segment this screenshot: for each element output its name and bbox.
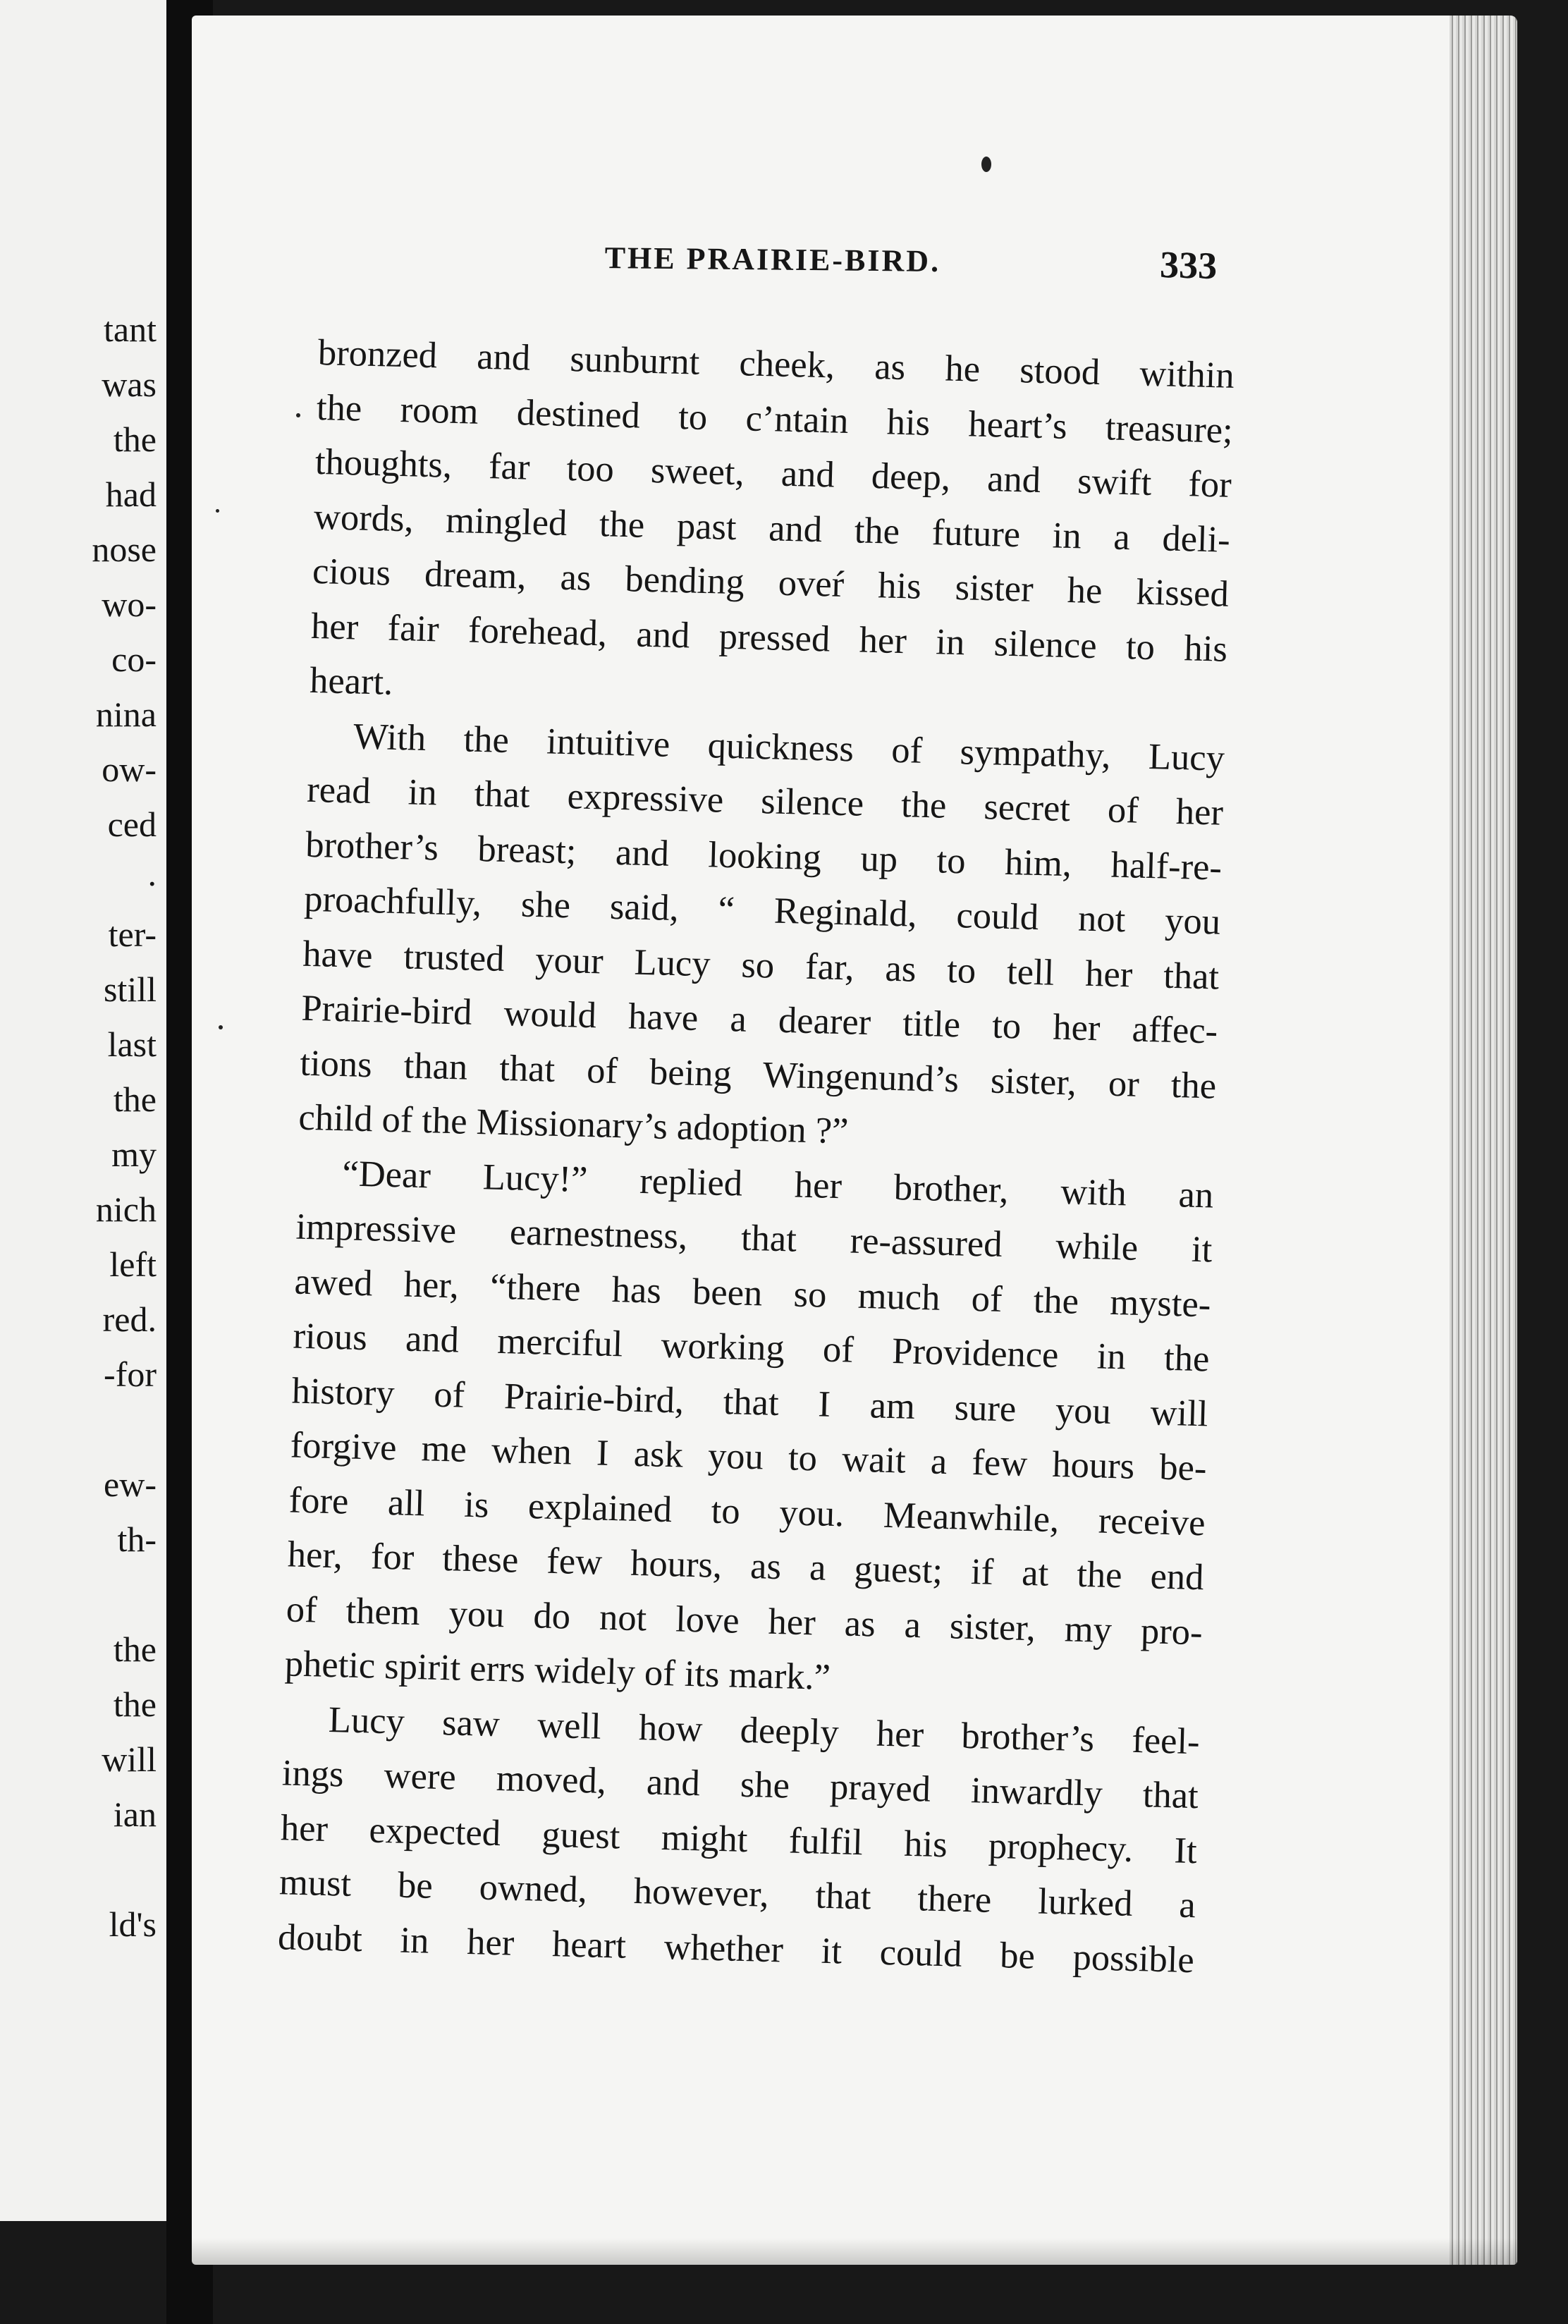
left-fragment: ew- xyxy=(104,1464,157,1504)
left-fragment: wo- xyxy=(102,585,157,624)
text-line: heart. xyxy=(309,659,394,703)
page-edges xyxy=(1450,16,1517,2265)
left-facing-page xyxy=(0,0,166,2221)
left-fragment: left xyxy=(109,1244,157,1284)
text-line: tions than that of being Wingenund’s sister, or the xyxy=(299,1042,1217,1107)
text-line: Prairie-bird would have a dearer title to her affec- xyxy=(300,987,1218,1052)
left-fragment: will xyxy=(102,1739,157,1779)
text-line: read in that expressive silence the secret of her xyxy=(306,769,1224,833)
left-fragment: -for xyxy=(104,1354,157,1394)
text-line: history of Prairie-bird, that I am sure you will xyxy=(291,1370,1209,1434)
left-fragment: nina xyxy=(95,695,157,734)
text-line: her expected guest might fulfil his prophecy. It xyxy=(280,1806,1198,1871)
ink-speck xyxy=(216,509,219,513)
left-fragment: . xyxy=(147,854,157,893)
ink-speck xyxy=(981,157,991,172)
left-fragment: last xyxy=(107,1025,157,1064)
left-fragment: ow- xyxy=(102,750,157,789)
text-line: impressive earnestness, that re-assured while it xyxy=(295,1206,1213,1271)
left-fragment: th- xyxy=(117,1519,157,1559)
left-fragment: red. xyxy=(102,1299,157,1339)
left-fragment: still xyxy=(103,970,157,1009)
text-line: words, mingled the past and the future in a deli- xyxy=(313,496,1231,561)
text-line: proachfully, she said, “ Reginald, could not you xyxy=(303,878,1221,943)
left-fragment: ced xyxy=(107,805,157,844)
left-fragment: nose xyxy=(92,530,157,569)
text-line: her, for these few hours, as a guest; if at the end xyxy=(287,1534,1205,1598)
left-fragment: ian xyxy=(113,1794,157,1834)
left-fragment: the xyxy=(113,1080,157,1119)
page-shadow xyxy=(192,2238,1517,2265)
text-line: must be owned, however, that there lurked a xyxy=(278,1861,1196,1926)
text-line: Lucy saw well how deeply her brother’s feel- xyxy=(328,1699,1201,1762)
text-line: cious dream, as bending ovеŕ his sister he kissed xyxy=(312,550,1230,615)
left-fragment: my xyxy=(111,1135,157,1174)
text-line: With the intuitive quickness of sympathy, Lucy xyxy=(353,715,1225,779)
text-line: awed her, “there has been so much of the myste- xyxy=(293,1261,1212,1325)
left-fragment: nich xyxy=(95,1189,157,1229)
text-line: brother’s breast; and looking up to him, half-re- xyxy=(305,824,1223,888)
left-fragment: co- xyxy=(111,640,157,679)
text-line: her fair forehead, and pressed her in silence to his xyxy=(310,605,1228,670)
left-fragment: the xyxy=(113,1629,157,1669)
left-fragment: was xyxy=(102,365,157,404)
text-line: doubt in her heart whether it could be possible xyxy=(277,1916,1195,1981)
text-line: thoughts, far too sweet, and deep, and swift for xyxy=(314,441,1232,506)
body-text xyxy=(277,326,1235,1988)
text-line: rious and merciful working of Providence in the xyxy=(293,1315,1211,1380)
text-line: child of the Missionary’s adoption ?” xyxy=(298,1096,850,1152)
text-line: of them you do not love her as a sister, my pro- xyxy=(286,1588,1203,1653)
ink-speck xyxy=(219,1025,223,1029)
text-line: ings were moved, and she prayed inwardly that xyxy=(281,1752,1199,1817)
text-line: phetic spirit errs widely of its mark.” xyxy=(284,1643,831,1698)
text-line: have trusted your Lucy so far, as to tell her that xyxy=(302,933,1220,998)
text-line: bronzed and sunburnt cheek, as he stood within xyxy=(317,331,1235,396)
text-line: “Dear Lucy!” replied her brother, with an xyxy=(341,1152,1214,1216)
left-fragment: the xyxy=(113,1684,157,1724)
left-fragment: had xyxy=(105,475,157,514)
ink-speck xyxy=(296,413,300,417)
left-fragment: the xyxy=(113,420,157,459)
text-line: the room destined to c’ntain his heart’s treasure; xyxy=(316,386,1234,451)
text-line: forgive me when I ask you to wait a few hours be- xyxy=(290,1424,1208,1489)
text-line: fore all is explained to you. Meanwhile, receive xyxy=(288,1479,1206,1543)
left-fragment: ter- xyxy=(108,915,157,954)
left-fragment: tant xyxy=(104,310,157,349)
left-fragment: ld's xyxy=(109,1904,157,1944)
running-head: THE PRAIRIE-BIRD. xyxy=(604,240,941,279)
book-page xyxy=(192,16,1517,2265)
page-number: 333 xyxy=(1159,243,1218,288)
